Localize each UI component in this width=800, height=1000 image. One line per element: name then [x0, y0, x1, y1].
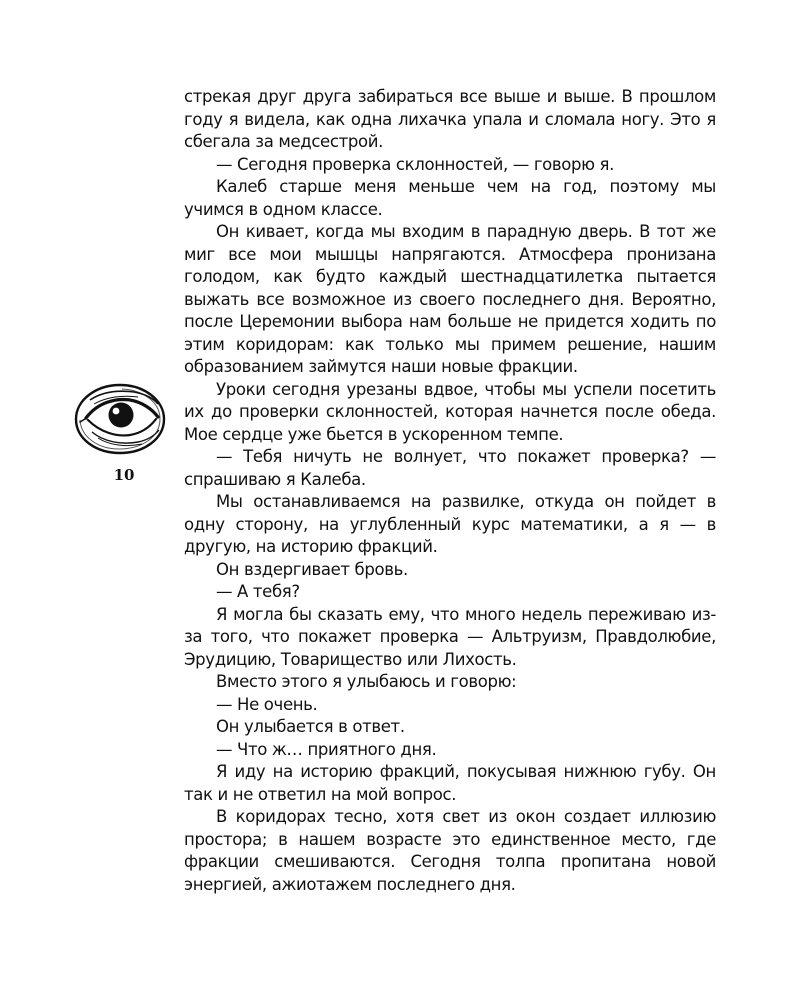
eye-icon [72, 382, 168, 456]
paragraph: В коридорах тесно, хотя свет из окон создает иллюзию простора; в нашем возрасте это единственное место, где фракции смешиваются. Сегодня толпа пропитана новой энергией, ажиотажем последнего дня. [184, 807, 716, 894]
paragraph: — Что ж… приятного дня. [216, 739, 437, 759]
paragraph: Калеб старше меня меньше чем на год, поэтому мы учимся в одном классе. [184, 177, 716, 219]
paragraph: Вместо этого я улыбаюсь и говорю: [216, 672, 517, 691]
body-text [184, 86, 716, 896]
paragraph: — А тебя? [216, 582, 300, 601]
paragraph: Он кивает, когда мы входим в парадную дверь. В тот же миг все мои мышцы напрягаются. Атмосфера пронизана голодом, как будто каждый шестнадцатилетка пытается выжать все возможное из своего последнего дня. Вероятно, после Церемонии выбора нам больше не придется ходить по этим коридорам: как только мы примем решение, нашим образованием займутся наши новые фракции. [184, 222, 716, 376]
paragraph: — Не очень. [216, 694, 318, 714]
paragraph: Мы останавливаемся на развилке, откуда он пойдет в одну сторону, на углубленный курс математики, а я — в другую, на историю фракций. [184, 492, 716, 556]
paragraph: Я иду на историю фракций, покусывая нижнюю губу. Он так и не ответил на мой вопрос. [184, 762, 716, 804]
page-number: 10 [113, 466, 135, 484]
paragraph: стрекая друг друга забираться все выше и выше. В прошлом году я видела, как одна лихачка упала и сломала ногу. Это я сбегала за медсестрой. [184, 87, 716, 151]
paragraph: — Сегодня проверка склонностей, — говорю я. [216, 154, 615, 174]
paragraph: Уроки сегодня урезаны вдвое, чтобы мы успели посетить их до проверки склонностей, которая начнется после обеда. Мое сердце уже бьется в ускоренном темпе. [184, 379, 716, 444]
paragraph: — Тебя ничуть не волнует, что покажет проверка? — спрашиваю я Калеба. [184, 447, 716, 489]
paragraph: Он улыбается в ответ. [216, 717, 405, 736]
paragraph: Я могла бы сказать ему, что много недель переживаю из-за того, что покажет проверка — Альтруизм, Правдолюбие, Эрудицию, Товарищество или Лихость. [184, 604, 716, 669]
paragraph: Он вздергивает бровь. [216, 559, 408, 579]
